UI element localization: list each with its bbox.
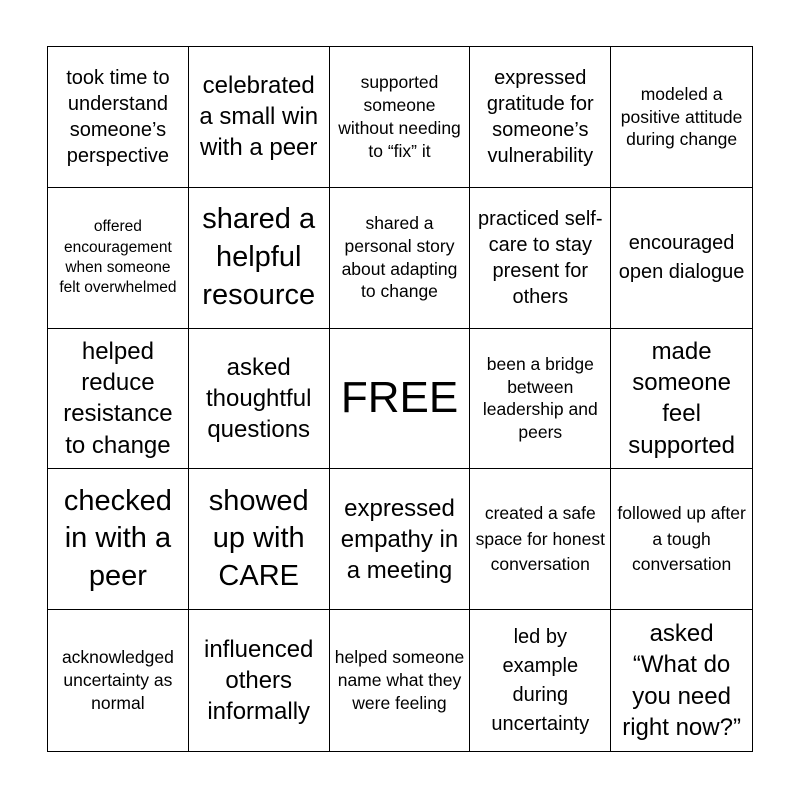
bingo-cell[interactable] bbox=[611, 469, 752, 610]
bingo-cell-text: helped someone name what they were feeling bbox=[334, 647, 465, 713]
bingo-cell-text: expressed empathy in a meeting bbox=[340, 494, 459, 584]
free-space-text: FREE bbox=[340, 373, 459, 423]
bingo-cell[interactable] bbox=[189, 469, 330, 610]
bingo-cell[interactable] bbox=[611, 329, 752, 470]
bingo-cell-text: followed up after a tough conversation bbox=[617, 503, 746, 574]
bingo-cell[interactable] bbox=[611, 47, 752, 188]
bingo-cell[interactable] bbox=[48, 610, 189, 751]
bingo-cell[interactable] bbox=[189, 610, 330, 751]
bingo-cell[interactable] bbox=[189, 329, 330, 470]
bingo-cell-text: celebrated a small win with a peer bbox=[199, 72, 319, 162]
bingo-cell[interactable] bbox=[330, 610, 471, 751]
bingo-cell-text: shared a helpful resource bbox=[202, 203, 316, 311]
bingo-cell[interactable] bbox=[470, 469, 611, 610]
bingo-cell[interactable] bbox=[330, 47, 471, 188]
bingo-cell[interactable] bbox=[330, 188, 471, 329]
bingo-cell[interactable] bbox=[189, 47, 330, 188]
bingo-cell[interactable] bbox=[470, 188, 611, 329]
bingo-cell[interactable] bbox=[470, 329, 611, 470]
bingo-cell[interactable] bbox=[611, 610, 752, 751]
bingo-cell-text: offered encouragement when someone felt overwhelmed bbox=[59, 218, 177, 296]
bingo-cell[interactable] bbox=[48, 329, 189, 470]
bingo-cell-text: checked in with a peer bbox=[63, 484, 172, 593]
bingo-board bbox=[47, 46, 753, 752]
bingo-cell[interactable] bbox=[48, 469, 189, 610]
bingo-cell[interactable] bbox=[470, 610, 611, 751]
free-space[interactable] bbox=[330, 329, 471, 470]
bingo-cell-text: created a safe space for honest conversation bbox=[475, 503, 605, 574]
bingo-cell[interactable] bbox=[48, 47, 189, 188]
bingo-cell-text: encouraged open dialogue bbox=[618, 231, 745, 283]
bingo-cell-text: expressed gratitude for someone’s vulnerability bbox=[486, 66, 594, 167]
bingo-cell-text: helped reduce resistance to change bbox=[63, 338, 173, 459]
bingo-cell[interactable] bbox=[611, 188, 752, 329]
bingo-cell-text: led by example during uncertainty bbox=[491, 625, 590, 735]
bingo-cell-text: influenced others informally bbox=[203, 635, 314, 726]
bingo-cell-text: took time to understand someone’s perspective bbox=[66, 66, 170, 167]
bingo-cell-text: acknowledged uncertainty as normal bbox=[61, 647, 174, 713]
bingo-cell[interactable] bbox=[330, 469, 471, 610]
bingo-cell-text: made someone feel supported bbox=[628, 338, 735, 459]
bingo-cell-text: practiced self-care to stay present for others bbox=[478, 207, 603, 308]
bingo-cell-text: showed up with CARE bbox=[208, 484, 309, 593]
bingo-cell-text: asked thoughtful questions bbox=[205, 353, 312, 444]
bingo-cell-text: shared a personal story about adapting to change bbox=[341, 213, 458, 302]
bingo-cell-text: modeled a positive attitude during change bbox=[620, 83, 743, 150]
bingo-cell[interactable] bbox=[470, 47, 611, 188]
bingo-cell[interactable] bbox=[48, 188, 189, 329]
bingo-cell-text: supported someone without needing to “fix” it bbox=[338, 72, 461, 161]
bingo-cell-text: asked “What do you need right now?” bbox=[622, 620, 741, 741]
bingo-cell-text: been a bridge between leadership and peers bbox=[482, 353, 598, 443]
bingo-cell[interactable] bbox=[189, 188, 330, 329]
